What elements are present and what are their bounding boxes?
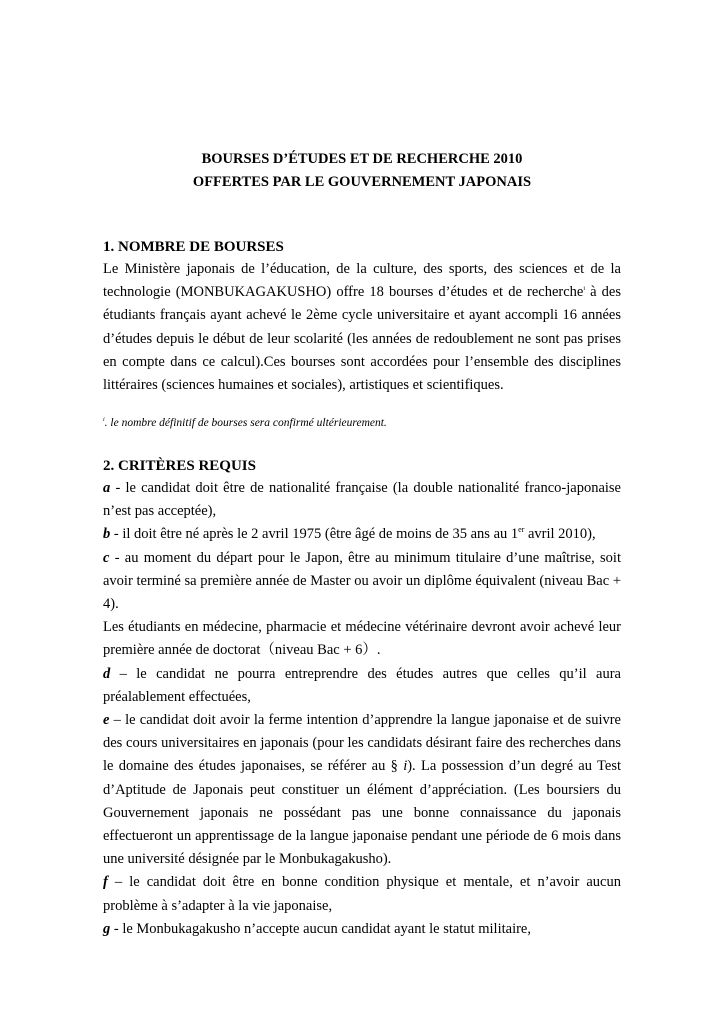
criterion-b-superscript: er (518, 525, 525, 535)
criterion-b (103, 523, 621, 546)
medecine-note: Les étudiants en médecine, pharmacie et médecine vétérinaire devront avoir achevé leur première année de doctorat（niveau Bac + 6）. (103, 619, 621, 659)
criterion-b-letter: b (103, 526, 111, 543)
footnote-text: . le nombre définitif de bourses sera confirmé ultérieurement. (104, 417, 387, 430)
criterion-d-letter: d (103, 665, 111, 682)
criterion-e (103, 709, 621, 871)
criterion-e-text-1: – le candidat doit avoir la ferme intention d’apprendre la langue japonaise et de suivre des cours universitaires en japonais (pour les candidats désirant faire des recherches dans le domaine des études japonaises, se référer au § (103, 712, 621, 775)
section-criteres-requis (103, 455, 621, 941)
criterion-a-text: - le candidat doit être de nationalité française (la double nationalité franco-japonaise n’est pas acceptée), (103, 480, 621, 520)
criterion-g (103, 918, 621, 941)
criterion-d-text: – le candidat ne pourra entreprendre des études autres que celles qu’il aura préalablement effectuées, (103, 665, 621, 705)
criterion-e-text-2: ). La possession d’un degré au Test d’Aptitude de Japonais peut constituer un élément d’appréciation. (Les boursiers du Gouvernement japonais ne possédant pas une bonne connaissance du japonais effectueront un apprentissage de la langue japonaise pendant une période de 6 mois dans une université désignée par le Monbukagakusho). (103, 758, 621, 868)
criterion-g-text: - le Monbukagakusho n’accepte aucun candidat ayant le statut militaire, (110, 920, 531, 937)
document-title-line-1: BOURSES D’ÉTUDES ET DE RECHERCHE 2010 (201, 151, 523, 167)
criterion-f-letter: f (103, 874, 108, 891)
criterion-c-letter: c (103, 549, 110, 566)
footnote-note-marker: i (103, 417, 105, 424)
criterion-a (103, 477, 621, 523)
criterion-e-letter: e (103, 712, 110, 729)
footnote (103, 415, 621, 431)
criterion-f-text: – le candidat doit être en bonne condition physique et mentale, et n’avoir aucun problème à s’adapter à la vie japonaise, (103, 874, 621, 914)
footnote-marker: i (583, 286, 586, 293)
criterion-e-reference: i (403, 758, 408, 775)
section-1-heading: 1. NOMBRE DE BOURSES (103, 239, 284, 255)
criterion-f (103, 871, 621, 917)
criterion-d (103, 663, 621, 709)
document-title-line-2: OFFERTES PAR LE GOUVERNEMENT JAPONAIS (192, 174, 532, 190)
criterion-b-text-end: avril 2010), (524, 526, 596, 543)
criterion-c (103, 547, 621, 617)
section-1-text-part-2: à des étudiants français ayant achevé le 2ème cycle universitaire et ayant accompli 16 années d’études depuis le début de leur scolarité (les années de redoublement ne sont pas prises en compte dans ce calcul).Ces bourses sont accordées pour l’ensemble des disciplines littéraires (sciences humaines et sociales), artistiques et scientifiques. (103, 284, 622, 394)
section-1-text-part-1: Le Ministère japonais de l’éducation, de la culture, des sports, des sciences et de la technologie (MONBUKAGAKUSHO) offre 18 bourses d’études et de recherche (103, 261, 621, 301)
section-1-paragraph (103, 258, 621, 397)
criterion-c-text: - au moment du départ pour le Japon, être au minimum titulaire d’une maîtrise, soit avoir terminé sa première année de Master ou avoir un diplôme équivalent (niveau Bac + 4). (103, 549, 621, 613)
section-nombre-de-bourses (103, 236, 621, 431)
criterion-g-letter: g (103, 920, 111, 937)
section-2-heading: 2. CRITÈRES REQUIS (103, 458, 256, 474)
criterion-b-text: - il doit être né après le 2 avril 1975 (être âgé de moins de 35 ans au 1 (110, 526, 519, 543)
criterion-a-letter: a (103, 480, 111, 496)
